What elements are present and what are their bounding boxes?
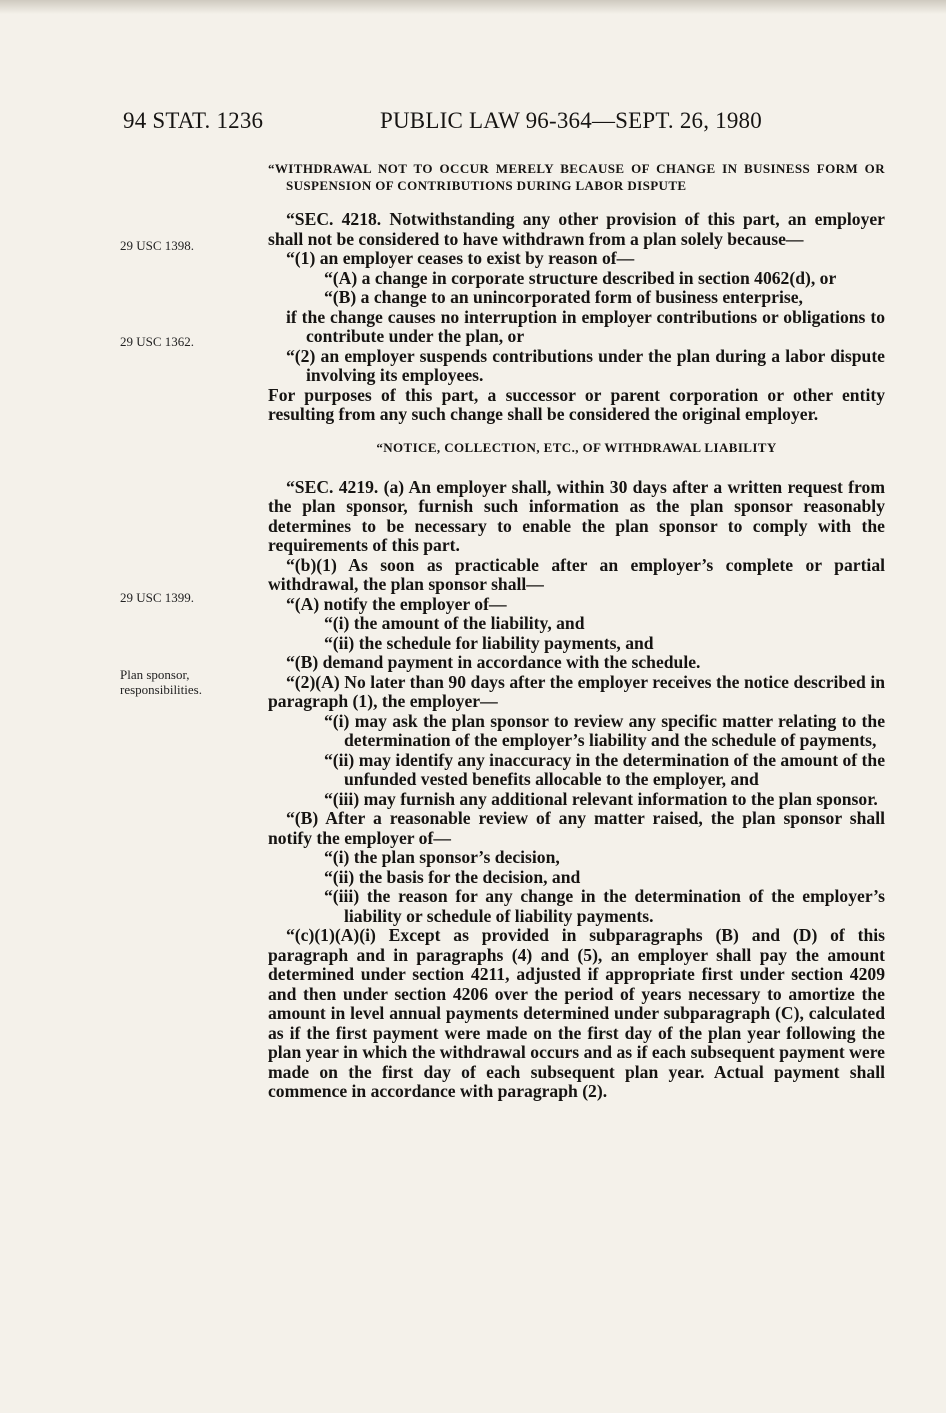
margin-citation-1399: 29 USC 1399. — [120, 590, 195, 605]
clause-b-1-a-ii: “(ii) the schedule for liability payments, and — [324, 632, 654, 653]
margin-citation-1398: 29 USC 1398. — [120, 238, 195, 253]
margin-note-plan-sponsor — [120, 667, 202, 697]
para-c-1-a-i: “(c)(1)(A)(i) Except as provided in subparagraphs (B) and (D) of this paragraph and in paragraphs (4) and (5), an employer shall pay the amount determined under section 4211, adjusted if appropriate first under section 4209 and then under section 4206 over the period of years necessary to amortize the amount in level annual payments determined under subparagraph (C), calculated as if the first payment were made on the first day of the plan year following the plan year in which the withdrawal occurs and as if each subsequent payment were made on the first day of each subsequent plan year. Actual payment shall commence in accordance with paragraph (2). — [268, 925, 885, 1101]
para-b-2-a: “(2)(A) No later than 90 days after the employer receives the notice described in paragraph (1), the employer— — [268, 671, 885, 711]
statute-body — [268, 160, 885, 1102]
clause-b-2-a-iii: “(iii) may furnish any additional relevant information to the plan sponsor. — [324, 788, 878, 809]
subpara-a: “(A) a change in corporate structure described in section 4062(d), or — [324, 267, 837, 288]
clause-b-2-a-ii: “(ii) may identify any inaccuracy in the determination of the amount of the unfunded vested benefits allocable to the employer, and — [324, 749, 885, 789]
section-4219-a: “SEC. 4219. (a) An employer shall, within 30 days after a written request from the plan sponsor, furnish such information as the plan sponsor reasonably determines to be necessary to enable the plan sponsor to comply with the requirements of this part. — [268, 476, 885, 555]
page-top-shadow — [0, 0, 946, 14]
margin-citation-1362: 29 USC 1362. — [120, 334, 195, 349]
para-2: “(2) an employer suspends contributions under the plan during a labor dispute involving its employees. — [286, 345, 885, 385]
subpara-b: “(B) a change to an unincorporated form of business enterprise, — [324, 287, 803, 307]
flush-text: if the change causes no interruption in employer contributions or obligations to contribute under the plan, or — [286, 306, 885, 346]
margin-note-line-2: responsibilities. — [120, 682, 202, 697]
clause-b-2-b-ii: “(ii) the basis for the decision, and — [324, 866, 581, 887]
closing-text: For purposes of this part, a successor or parent corporation or other entity resulting from any such change shall be considered the original employer. — [268, 384, 885, 424]
para-b-2-b: “(B) After a reasonable review of any matter raised, the plan sponsor shall notify the employer of— — [268, 808, 885, 848]
para-1: “(1) an employer ceases to exist by reason of— — [286, 248, 635, 268]
page-stat-number: 94 STAT. 1236 — [123, 108, 264, 133]
subpara-b-1-b: “(B) demand payment in accordance with the schedule. — [286, 652, 701, 672]
section-heading-4218: “WITHDRAWAL NOT TO OCCUR MERELY BECAUSE OF CHANGE IN BUSINESS FORM OR SUSPENSION OF CONTRIBUTIONS DURING LABOR DISPUTE — [268, 161, 885, 193]
section-4218-intro: “SEC. 4218. Notwithstanding any other provision of this part, an employer shall not be considered to have withdrawn from a plan solely because— — [268, 209, 885, 249]
clause-b-2-a-i: “(i) may ask the plan sponsor to review any specific matter relating to the determination of the employer’s liability and the schedule of payments, — [324, 710, 885, 750]
subpara-b-1-a: “(A) notify the employer of— — [286, 593, 507, 614]
clause-b-2-b-i: “(i) the plan sponsor’s decision, — [324, 847, 560, 867]
para-b-1: “(b)(1) As soon as practicable after an employer’s complete or partial withdrawal, the plan sponsor shall— — [268, 554, 885, 594]
clause-b-2-b-iii: “(iii) the reason for any change in the determination of the employer’s liability or schedule of liability payments. — [324, 886, 885, 926]
clause-b-1-a-i: “(i) the amount of the liability, and — [324, 613, 585, 633]
section-heading-4219: “NOTICE, COLLECTION, ETC., OF WITHDRAWAL LIABILITY — [376, 439, 777, 455]
margin-note-line-1: Plan sponsor, — [120, 667, 190, 682]
page-running-title: PUBLIC LAW 96-364—SEPT. 26, 1980 — [380, 108, 762, 133]
